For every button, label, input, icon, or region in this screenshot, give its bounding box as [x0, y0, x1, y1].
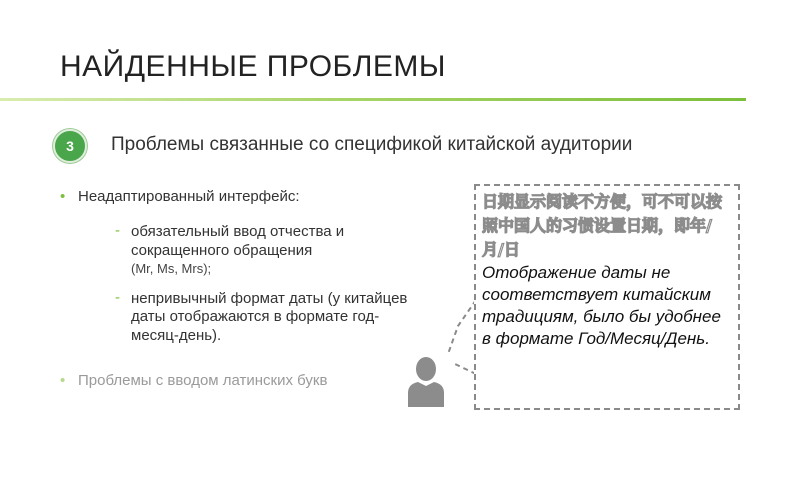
page-title: НАЙДЕННЫЕ ПРОБЛЕМЫ [60, 50, 446, 83]
bullet-text: Проблемы с вводом латинских букв [78, 371, 328, 389]
section-title: Проблемы связанные со спецификой китайской аудитории [111, 134, 633, 155]
quote-chinese: 日期显示阅读不方便，可不可以按照中国人的习惯设置日期，即年/月/日 [482, 192, 723, 259]
bullet-text: Неадаптированный интерфейс: [78, 188, 300, 205]
problems-list [60, 188, 408, 391]
sub-list [115, 223, 415, 346]
title-underline [0, 98, 746, 101]
user-quote-callout [474, 184, 740, 410]
sub-list-item [115, 223, 415, 278]
sub-item-text: обязательный ввод отчества и сокращенного обращения [131, 222, 345, 259]
list-item [60, 372, 400, 391]
person-icon [406, 355, 446, 407]
sub-list-item [115, 290, 415, 346]
sub-item-text: непривычный формат даты (у китайцев даты отображаются в формате год-месяц-день). [131, 289, 408, 344]
sub-item-note: (Mr, Ms, Mrs); [131, 261, 212, 277]
list-item [60, 188, 408, 346]
section-number-badge: 3 [53, 129, 87, 163]
quote-translation: Отображение даты не соответствует китайским традициям, было бы удобнее в формате Год/Месяц/День. [482, 263, 721, 349]
